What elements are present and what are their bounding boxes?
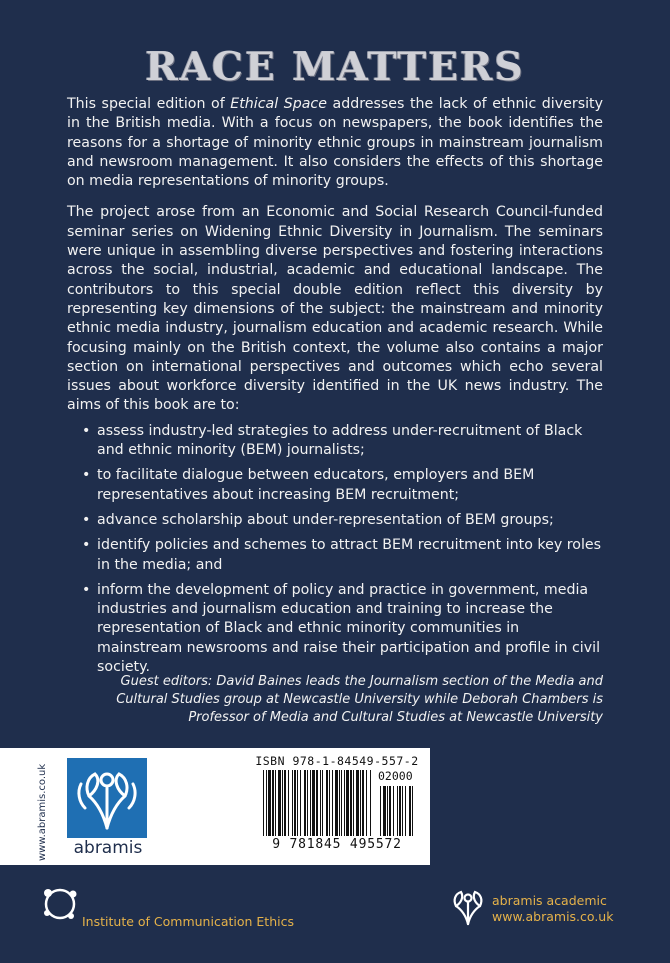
paragraph-intro [67, 95, 603, 191]
ice-name: Institute of Communication Ethics [82, 914, 294, 929]
barcode-bar [284, 770, 286, 836]
barcode-bar [268, 770, 271, 836]
barcode-bar [312, 770, 315, 836]
abramis-logo-text: abramis [73, 838, 143, 858]
list-item: • identify policies and schemes to attract BEM recruitment into key roles in the media; and [67, 536, 603, 575]
ice-circle-logo-icon [40, 883, 80, 923]
barcode-bar [341, 770, 342, 836]
barcode-bar [292, 770, 293, 836]
barcode-bar [402, 786, 403, 836]
abramis-academic-text [492, 893, 613, 925]
abramis-academic-url: www.abramis.co.uk [492, 909, 614, 924]
barcode-bar [266, 770, 267, 836]
barcode-bar [335, 770, 338, 836]
barcode-bar [393, 786, 394, 836]
barcode-bar [339, 770, 340, 836]
barcode-bar [297, 770, 298, 836]
barcode-bar [362, 770, 364, 836]
barcode-bar [356, 770, 359, 836]
ean-number: 9 781845 495572 [272, 837, 402, 852]
barcode-bar [322, 770, 323, 836]
barcode-bar [405, 786, 406, 836]
barcode-bar [300, 770, 301, 836]
barcode-bar [353, 770, 354, 836]
barcode-bar [304, 770, 306, 836]
barcode-bar [409, 786, 411, 836]
paragraph-project: The project arose from an Economic and Social Research Council-funded seminar series on Widening Ethnic Diversity in Journalism. The seminars were unique in assembling diverse perspectives and fostering interactions across the social, industrial, academic and educational landscape. The contributors to this special double edition reflect this diversity by representing key dimensions of the subject: the mainstream and minority ethnic media industry, journalism education and academic research. While focusing mainly on the British context, the volume also contains a major section on international perspectives and outcomes which echo several issues about workforce diversity identified in the UK news industry. The aims of this book are to: [67, 204, 603, 414]
barcode-bar [288, 770, 289, 836]
barcode-bar [326, 770, 328, 836]
barcode-bar [329, 770, 330, 836]
back-cover-blurb [67, 95, 603, 683]
abramis-academic-name: abramis academic [492, 893, 607, 908]
barcode-bar [320, 770, 321, 836]
intro-text-start: This special edition of [67, 96, 231, 112]
price-code: 02000 [378, 769, 413, 783]
barcode-bar [370, 770, 371, 836]
isbn-number: ISBN 978-1-84549-557-2 [255, 754, 419, 768]
barcode-bar [307, 770, 308, 836]
barcode-bar [278, 770, 281, 836]
barcode-bar [282, 770, 283, 836]
barcode-bar [412, 786, 413, 836]
barcode-bar [344, 770, 345, 836]
abramis-logo-icon [67, 758, 147, 838]
intro-text-end: addresses the lack of ethnic diversity in the British media. With a focus on newspapers, the book identifies the reasons for a shortage of minority ethnic groups in mainstream journalism and newsroom management. It also considers the effects of this shortage on media representations of minority groups. [67, 96, 604, 190]
barcode-bar [399, 786, 401, 836]
barcode-bar [389, 786, 391, 836]
book-title: RACE MATTERS [145, 44, 525, 90]
list-item: • assess industry-led strategies to address under-recruitment of Black and ethnic minority (BEM) journalists; [67, 422, 603, 461]
barcode-bar [350, 770, 352, 836]
publisher-url-vertical: www.abramis.co.uk [37, 763, 48, 861]
barcode-bar [275, 770, 276, 836]
barcode-bar [387, 786, 388, 836]
list-item: • inform the development of policy and practice in government, media industries and journalism education and training to increase the representation of Black and ethnic minority communities in mainstream newsrooms and raise their participation and profile in civil society. [67, 581, 603, 677]
list-item: • to facilitate dialogue between educators, employers and BEM representatives about increasing BEM recruitment; [67, 466, 603, 505]
barcode-bar [294, 770, 296, 836]
barcode-bar [263, 770, 264, 836]
guest-editors-credit: Guest editors: David Baines leads the Journalism section of the Media and Cultural Studies group at Newcastle University while Deborah Chambers is Professor of Media and Cultural Studies at Newcastle University [116, 674, 603, 725]
barcode-bar [397, 786, 398, 836]
barcode-bar [316, 770, 318, 836]
barcode-bar [272, 770, 274, 836]
abramis-academic-icon [447, 888, 489, 928]
barcode-bar [360, 770, 361, 836]
list-item: • advance scholarship about under-representation of BEM groups; [67, 511, 603, 530]
aims-list [67, 422, 603, 678]
barcode-bar [383, 786, 386, 836]
barcode-bar [366, 770, 367, 836]
journal-name: Ethical Space [230, 96, 327, 112]
barcode-bar [332, 770, 333, 836]
barcode-bar [380, 786, 381, 836]
barcode-bar [346, 770, 349, 836]
barcode-bar [310, 770, 311, 836]
